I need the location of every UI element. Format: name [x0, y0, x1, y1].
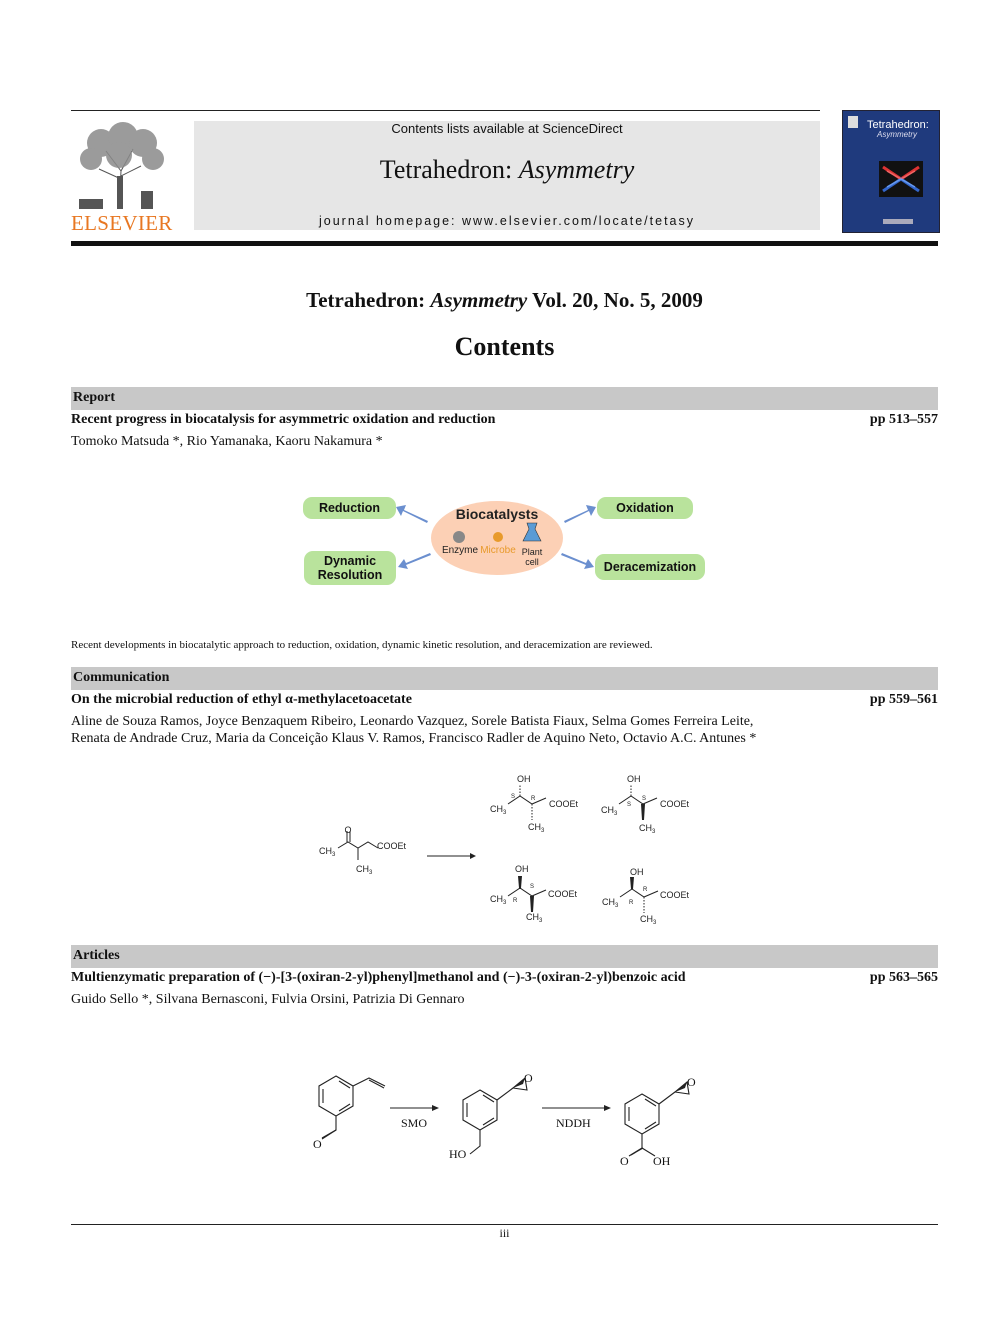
- p3-ch3-b: CH: [526, 912, 539, 922]
- section-label-articles: Articles: [73, 948, 120, 963]
- hydroxyl-label: HO: [449, 1147, 467, 1161]
- p3-s: S: [530, 884, 535, 890]
- p2-cooet: COOEt: [660, 799, 690, 809]
- p2-wedge: [641, 804, 645, 820]
- issue-title-italic: Asymmetry: [430, 288, 528, 312]
- start-ch3-b: CH: [356, 864, 369, 874]
- acid-oh-label: OH: [653, 1154, 671, 1168]
- article-title-2-prefix: On the microbial reduction of ethyl: [71, 692, 286, 707]
- epoxide-o-label-1: O: [524, 1071, 533, 1085]
- p3-wedge-oh: [518, 876, 522, 888]
- p1-s: S: [511, 794, 516, 800]
- acid-o-label: O: [620, 1154, 629, 1168]
- cover-publisher-mark: [848, 116, 858, 128]
- header-thick-rule: [71, 241, 938, 246]
- reduction-pill: Reduction: [303, 497, 396, 519]
- article-authors-1: Tomoko Matsuda *, Rio Yamanaka, Kaoru Nakamura *: [71, 434, 383, 449]
- product-3-structure: [508, 888, 546, 896]
- microbe-label: Microbe: [480, 545, 516, 556]
- header-top-rule: [71, 110, 820, 111]
- nddh-arrowhead: [604, 1105, 611, 1111]
- p2-ch3-a: CH: [601, 805, 614, 815]
- section-label-communication: Communication: [73, 670, 170, 685]
- start-cooet: COOEt: [377, 841, 407, 851]
- p2-ch3-a-sub: 3: [614, 811, 618, 817]
- p4-ch3-a: CH: [602, 897, 615, 907]
- p1-cooet: COOEt: [549, 799, 579, 809]
- plant-cell-label-1: Plant: [521, 547, 543, 557]
- enzyme-label: Enzyme: [441, 545, 479, 556]
- p3-wedge-ch3: [530, 896, 534, 912]
- p1-ch3-a-sub: 3: [503, 810, 507, 816]
- plant-cell-label-2: cell: [525, 557, 539, 567]
- epoxy-acid-structure: [625, 1082, 689, 1156]
- dynamic-resolution-pill: [304, 551, 396, 585]
- graphical-abstract-biocatalysis: [300, 493, 710, 587]
- start-ch3-a-sub: 3: [332, 852, 336, 858]
- footer-rule: [71, 1224, 938, 1225]
- contents-available-text[interactable]: Contents lists available at ScienceDirect: [391, 121, 623, 136]
- resolution-label: Resolution: [317, 568, 383, 582]
- product-1-structure: [508, 785, 546, 820]
- p4-ch3-b-sub: 3: [653, 920, 657, 926]
- issue-title-suffix: Vol. 20, No. 5, 2009: [527, 288, 703, 312]
- p2-s-1: S: [627, 802, 632, 808]
- journal-title: [194, 155, 820, 185]
- p2-oh: OH: [627, 774, 641, 784]
- article-pages-3[interactable]: pp 563–565: [869, 970, 938, 985]
- reaction-arrowhead: [470, 853, 476, 859]
- p1-r: R: [531, 796, 536, 802]
- epoxy-alcohol-structure: [463, 1078, 527, 1154]
- p2-ch3-b: CH: [639, 823, 652, 833]
- elsevier-wordmark: ELSEVIER: [71, 211, 173, 235]
- article-title-2-suffix: -methylacetoacetate: [292, 692, 412, 707]
- article-authors-2-line1: Aline de Souza Ramos, Joyce Benzaquem Ribeiro, Leonardo Vazquez, Sorele Batista Fiaux, Selma Gomes Ferreira Leite,: [71, 714, 754, 729]
- dynamic-label: Dynamic: [323, 554, 377, 568]
- p4-oh: OH: [630, 867, 644, 877]
- benzaldehyde-styrene-structure: [319, 1076, 385, 1139]
- issue-title-prefix: Tetrahedron:: [306, 288, 431, 312]
- p1-ch3-a: CH: [490, 804, 503, 814]
- p4-ch3-a-sub: 3: [615, 903, 619, 909]
- cover-title: Tetrahedron:: [867, 119, 929, 131]
- reaction-scheme-ketone-reduction: [310, 768, 700, 928]
- article-authors-3: Guido Sello *, Silvana Bernasconi, Fulvia Orsini, Patrizia Di Gennaro: [71, 992, 465, 1007]
- p2-ch3-b-sub: 3: [652, 829, 656, 835]
- p4-r-2: R: [629, 900, 634, 906]
- article-pages-2[interactable]: pp 559–561: [869, 692, 938, 707]
- journal-cover-thumbnail[interactable]: [842, 110, 940, 233]
- p3-ch3-b-sub: 3: [539, 918, 543, 924]
- start-ch3-a: CH: [319, 846, 332, 856]
- p4-ch3-b: CH: [640, 914, 653, 924]
- enzyme-icon: [453, 531, 465, 543]
- p4-r-1: R: [643, 887, 648, 893]
- contents-heading: Contents: [454, 332, 555, 361]
- smo-label: SMO: [401, 1116, 428, 1130]
- product-2-structure: [619, 785, 657, 804]
- article-pages-1[interactable]: pp 513–557: [869, 412, 938, 427]
- aldehyde-o-label: O: [313, 1137, 322, 1151]
- p1-ch3-b-sub: 3: [541, 828, 545, 834]
- microbe-icon: [493, 532, 503, 542]
- journal-homepage-link[interactable]: journal homepage: www.elsevier.com/locate/tetasy: [318, 214, 695, 228]
- p3-r: R: [513, 898, 518, 904]
- section-label-report: Report: [73, 390, 115, 405]
- p3-cooet: COOEt: [548, 889, 578, 899]
- cover-footer: [883, 219, 913, 224]
- p3-ch3-a: CH: [490, 894, 503, 904]
- ketoester-structure: [338, 831, 378, 860]
- section-bar-articles: [71, 945, 938, 968]
- biocatalysts-label: Biocatalysts: [455, 506, 539, 522]
- p3-ch3-a-sub: 3: [503, 900, 507, 906]
- cover-graphic: [879, 161, 923, 197]
- article-title-3[interactable]: Multienzymatic preparation of (−)-[3-(oxiran-2-yl)phenyl]methanol and (−)-3-(oxiran-2-yl)benzoic acid: [71, 970, 686, 985]
- issue-title: [71, 288, 938, 313]
- journal-title-italic: Asymmetry: [518, 155, 635, 184]
- p4-wedge-oh: [630, 877, 634, 889]
- p1-ch3-b: CH: [528, 822, 541, 832]
- section-bar-report: [71, 387, 938, 410]
- epoxide-o-label-2: O: [687, 1075, 696, 1089]
- article-title-1[interactable]: Recent progress in biocatalysis for asymmetric oxidation and reduction: [71, 412, 496, 427]
- epoxide-wedge-2: [675, 1082, 687, 1092]
- nddh-label: NDDH: [556, 1116, 591, 1130]
- journal-title-main: Tetrahedron:: [379, 155, 519, 184]
- oxidation-pill: Oxidation: [597, 497, 693, 519]
- cover-subtitle: Asymmetry: [877, 130, 917, 139]
- p4-cooet: COOEt: [660, 890, 690, 900]
- product-4-structure: [620, 889, 658, 913]
- p2-s-2: S: [642, 796, 647, 802]
- article-title-2[interactable]: [71, 692, 412, 708]
- smo-arrowhead: [432, 1105, 439, 1111]
- p3-oh: OH: [515, 864, 529, 874]
- reaction-scheme-epoxidation: [305, 1068, 705, 1170]
- section-bar-communication: [71, 667, 938, 690]
- p1-oh: OH: [517, 774, 531, 784]
- deracemization-pill: Deracemization: [595, 554, 705, 580]
- article-authors-2-line2: Renata de Andrade Cruz, Maria da Conceição Klaus V. Ramos, Francisco Radler de Aquino Neto, Octavio A.C. Antunes *: [71, 731, 757, 746]
- abstract-1: Recent developments in biocatalytic approach to reduction, oxidation, dynamic kinetic resolution, and deracemization are reviewed.: [71, 639, 653, 651]
- page-number: iii: [499, 1226, 510, 1240]
- alpha-symbol: α: [285, 692, 293, 707]
- start-ch3-b-sub: 3: [369, 870, 373, 876]
- ketone-oxygen-label: O: [344, 825, 352, 835]
